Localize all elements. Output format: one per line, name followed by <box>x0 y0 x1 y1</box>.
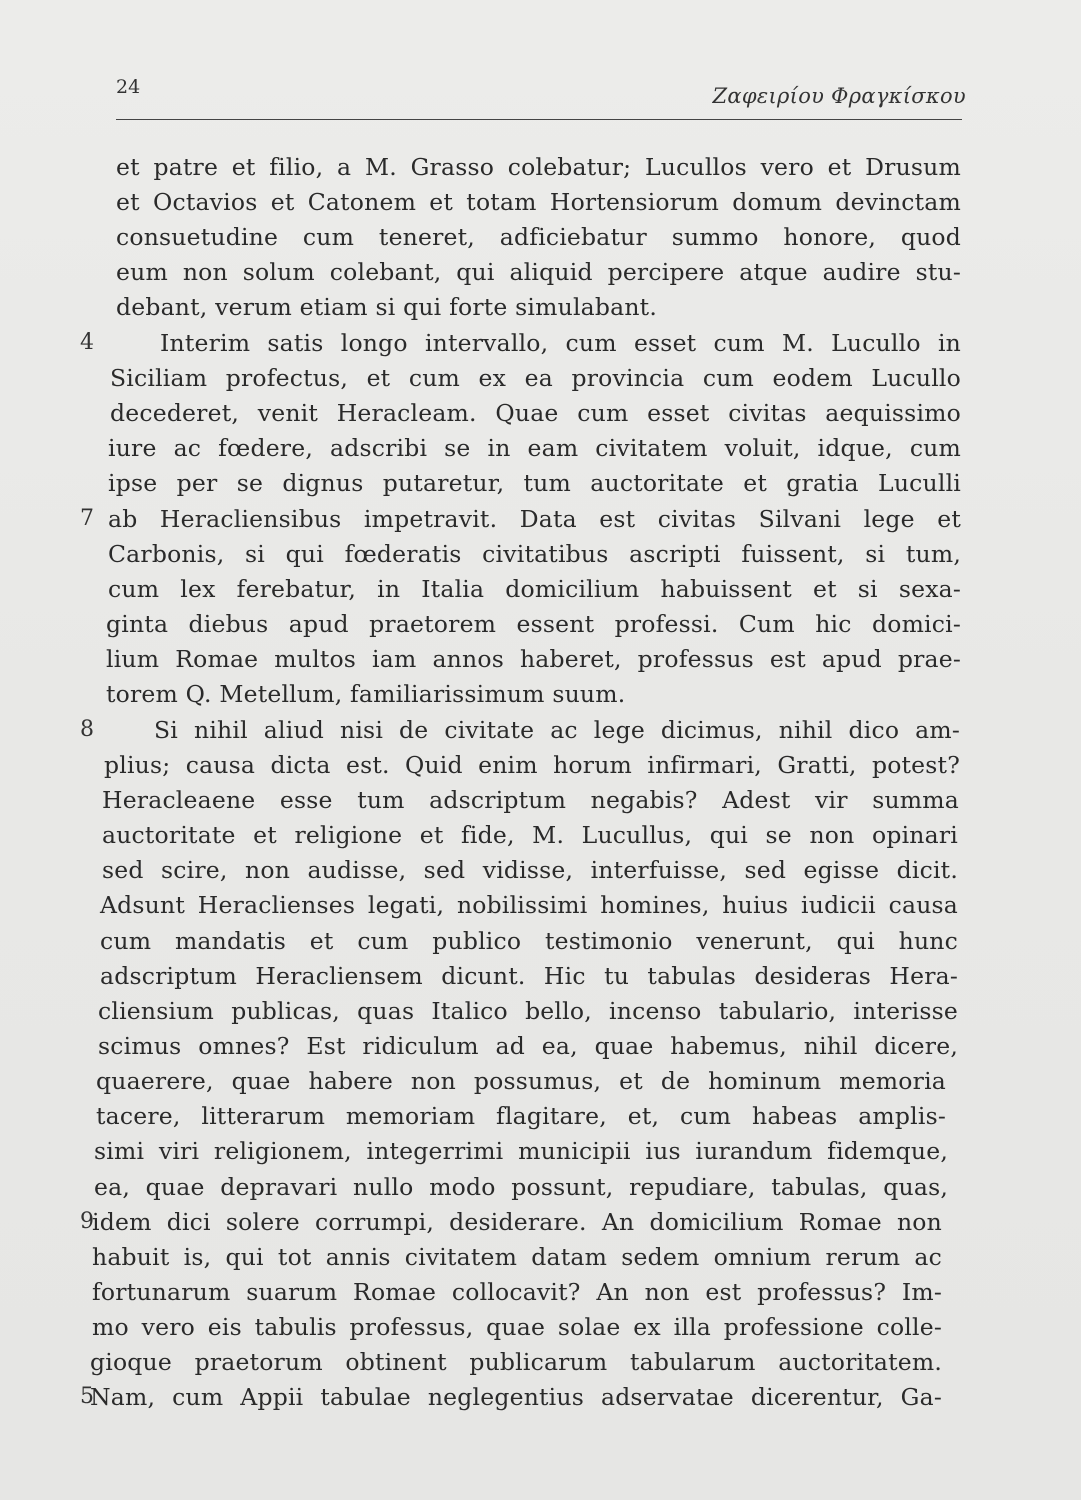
text-line: Carbonis, si qui fœderatis civitatibus ascripti fuissent, si tum, <box>108 540 961 568</box>
text-line: cum mandatis et cum publico testimonio venerunt, qui hunc <box>100 927 958 955</box>
text-line: Heracleaene esse tum adscriptum negabis? Adest vir summa <box>102 786 959 814</box>
text-line: scimus omnes? Est ridiculum ad ea, quae habemus, nihil dicere, <box>98 1032 958 1060</box>
text-line: Siciliam profectus, et cum ex ea provincia cum eodem Lucullo <box>110 364 961 392</box>
text-line: sed scire, non audisse, sed vidisse, interfuisse, sed egisse dicit. <box>102 856 958 884</box>
text-line: et Octavios et Catonem et totam Hortensiorum domum devinctam <box>116 188 961 216</box>
text-line: auctoritate et religione et fide, M. Lucullus, qui se non opinari <box>102 821 958 849</box>
margin-number-4: 4 <box>80 330 94 355</box>
text-line: ipse per se dignus putaretur, tum auctoritate et gratia Luculli <box>108 469 961 497</box>
page-number: 24 <box>116 76 141 98</box>
text-line: plius; causa dicta est. Quid enim horum infirmari, Gratti, potest? <box>104 751 960 779</box>
text-line: Interim satis longo intervallo, cum esset cum M. Lucullo in <box>160 329 961 357</box>
text-line: idem dici solere corrumpi, desiderare. An domicilium Romae non <box>92 1208 942 1236</box>
text-line: eum non solum colebant, qui aliquid percipere atque audire stu- <box>116 258 961 286</box>
margin-number-7: 7 <box>80 506 94 531</box>
text-line: Nam, cum Appii tabulae neglegentius adservatae dicerentur, Ga- <box>90 1383 942 1411</box>
page-header <box>116 70 966 120</box>
header-rule <box>116 119 962 120</box>
text-line: consuetudine cum teneret, adficiebatur summo honore, quod <box>116 223 961 251</box>
text-line: mo vero eis tabulis professus, quae solae ex illa professione colle- <box>92 1313 942 1341</box>
text-line: fortunarum suarum Romae collocavit? An non est professus? Im- <box>92 1278 942 1306</box>
text-line: cliensium publicas, quas Italico bello, incenso tabulario, interisse <box>98 997 958 1025</box>
text-line: Adsunt Heraclienses legati, nobilissimi homines, huius iudicii causa <box>100 891 958 919</box>
text-line: cum lex ferebatur, in Italia domicilium habuissent et si sexa- <box>108 575 961 603</box>
text-line: lium Romae multos iam annos haberet, professus est apud prae- <box>106 645 961 673</box>
text-line: gioque praetorum obtinent publicarum tabularum auctoritatem. <box>90 1348 942 1376</box>
margin-number-5: 5 <box>80 1384 94 1409</box>
margin-number-9: 9 <box>80 1209 94 1234</box>
text-line: debant, verum etiam si qui forte simulabant. <box>116 293 657 321</box>
text-line: quaerere, quae habere non possumus, et de hominum memoria <box>96 1067 946 1095</box>
text-line: torem Q. Metellum, familiarissimum suum. <box>106 680 626 708</box>
text-line: iure ac fœdere, adscribi se in eam civitatem voluit, idque, cum <box>108 434 961 462</box>
running-head: Ζαφειρίου Φραγκίσκου <box>712 84 966 108</box>
text-line: ginta diebus apud praetorem essent professi. Cum hic domici- <box>106 610 961 638</box>
text-line: ab Heracliensibus impetravit. Data est civitas Silvani lege et <box>108 505 961 533</box>
margin-number-8: 8 <box>80 717 94 742</box>
text-line: decederet, venit Heracleam. Quae cum esset civitas aequissimo <box>110 399 961 427</box>
text-line: et patre et filio, a M. Grasso colebatur; Lucullos vero et Drusum <box>116 153 961 181</box>
text-line: tacere, litterarum memoriam flagitare, et, cum habeas amplis- <box>96 1102 946 1130</box>
text-line: ea, quae depravari nullo modo possunt, repudiare, tabulas, quas, <box>94 1173 948 1201</box>
text-line: simi viri religionem, integerrimi municipii ius iurandum fidemque, <box>94 1137 948 1165</box>
text-line: Si nihil aliud nisi de civitate ac lege dicimus, nihil dico am- <box>154 716 960 744</box>
text-line: habuit is, qui tot annis civitatem datam sedem omnium rerum ac <box>92 1243 942 1271</box>
text-line: adscriptum Heracliensem dicunt. Hic tu tabulas desideras Hera- <box>100 962 958 990</box>
